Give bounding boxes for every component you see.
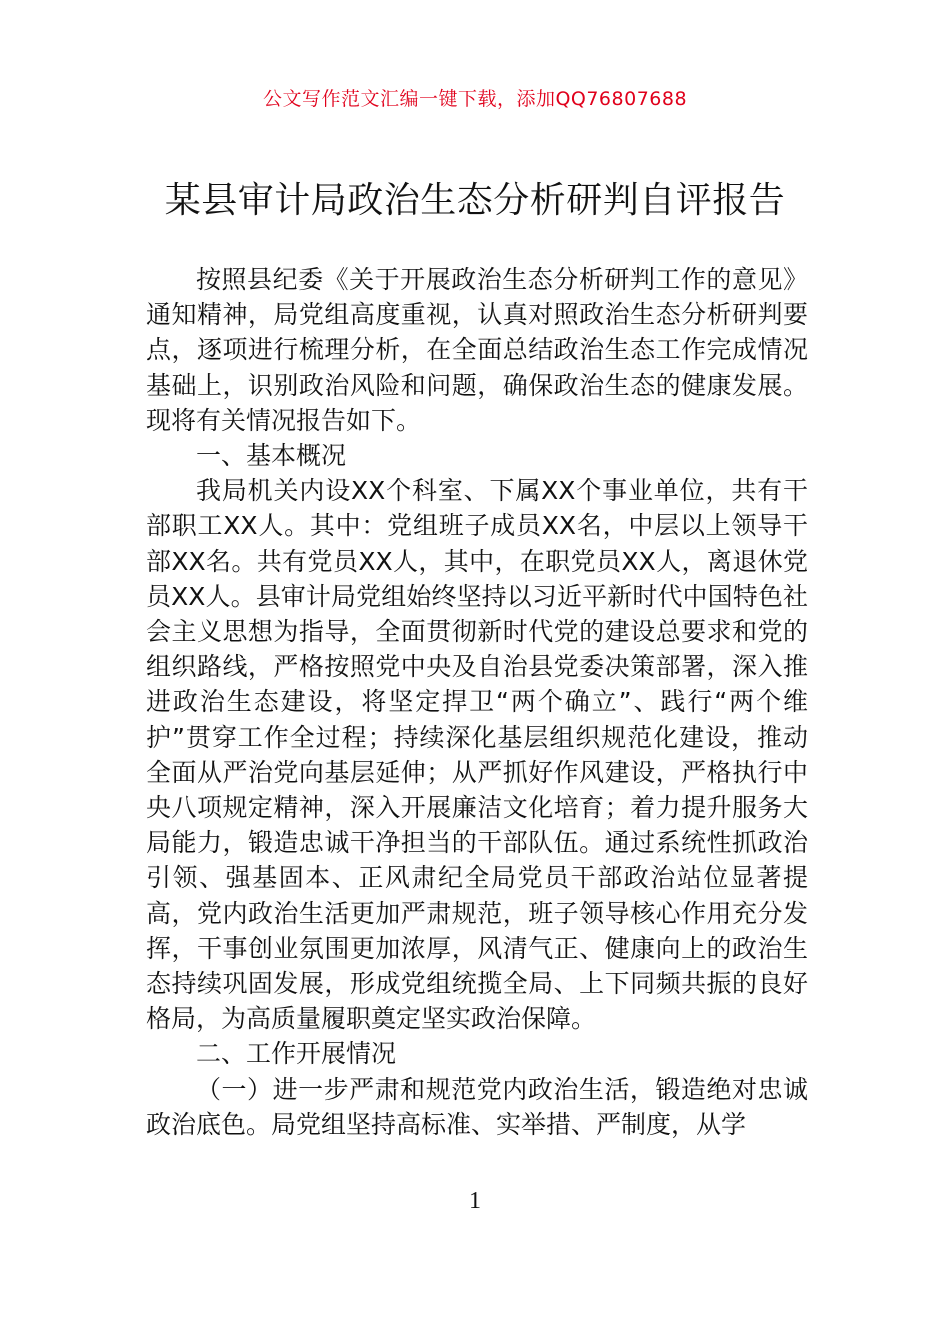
- section-heading-basic-overview: 一、基本概况: [196, 441, 347, 471]
- download-notice: 公文写作范文汇编一键下载，添加QQ76807688: [262, 88, 688, 110]
- section-heading-work-progress: 二、工作开展情况: [196, 1039, 397, 1069]
- document-body: [146, 262, 808, 1142]
- work-progress-paragraph: （一）进一步严肃和规范党内政治生活，锻造绝对忠诚政治底色。局党组坚持高标准、实举措、严制度，从学: [146, 1074, 808, 1139]
- intro-paragraph: 按照县纪委《关于开展政治生态分析研判工作的意见》通知精神，局党组高度重视，认真对照政治生态分析研判要点，逐项进行梳理分析，在全面总结政治生态工作完成情况基础上，识别政治风险和问题，确保政治生态的健康发展。现将有关情况报告如下。: [146, 265, 808, 435]
- document-title: 某县审计局政治生态分析研判自评报告: [164, 180, 786, 221]
- page-number: 1: [469, 1188, 481, 1214]
- basic-overview-paragraph: 我局机关内设XX个科室、下属XX个事业单位，共有干部职工XX人。其中：党组班子成员XX名，中层以上领导干部XX名。共有党员XX人，其中，在职党员XX人，离退休党员XX人。县审计局党组始终坚持以习近平新时代中国特色社会主义思想为指导，全面贯彻新时代党的建设总要求和党的组织路线，严格按照党中央及自治县党委决策部署，深入推进政治生态建设，将坚定捍卫“两个确立”、践行“两个维护”贯穿工作全过程；持续深化基层组织规范化建设，推动全面从严治党向基层延伸；从严抓好作风建设，严格执行中央八项规定精神，深入开展廉洁文化培育；着力提升服务大局能力，锻造忠诚干净担当的干部队伍。通过系统性抓政治引领、强基固本、正风肃纪全局党员干部政治站位显著提高，党内政治生活更加严肃规范，班子领导核心作用充分发挥，干事创业氛围更加浓厚，风清气正、健康向上的政治生态持续巩固发展，形成党组统揽全局、上下同频共振的良好格局，为高质量履职奠定坚实政治保障。: [146, 476, 808, 1034]
